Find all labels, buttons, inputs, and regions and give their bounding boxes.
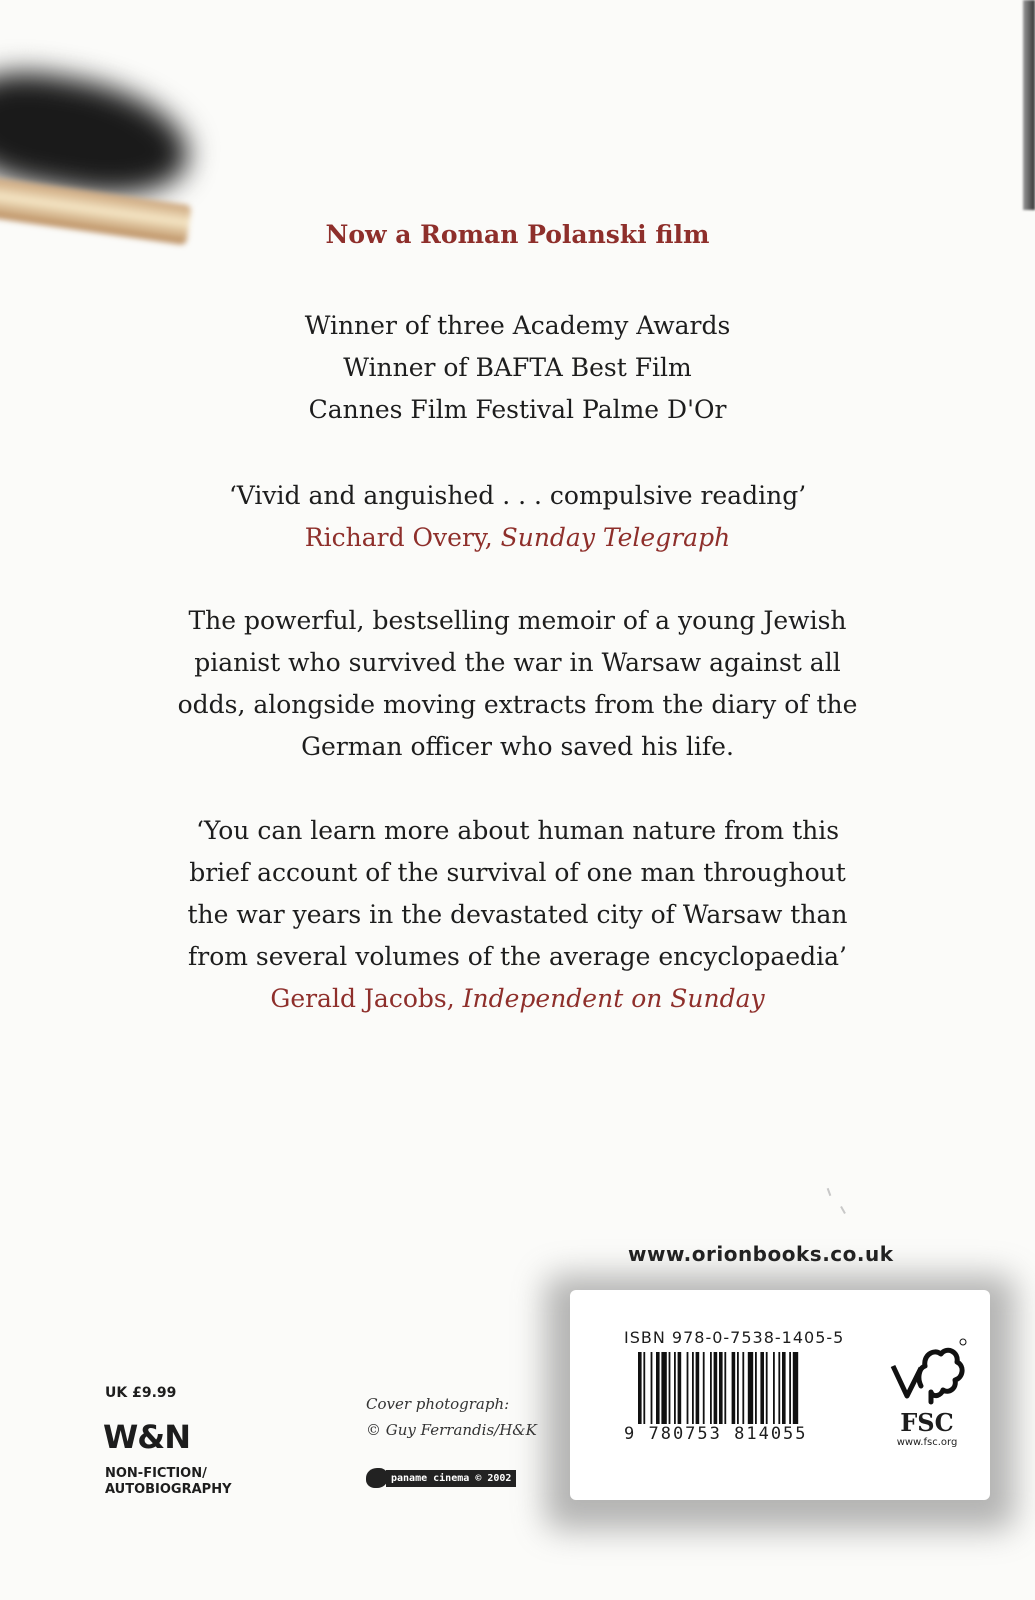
cover-edge: [1023, 0, 1035, 210]
film-company-year: © 2002: [475, 1472, 512, 1484]
quote-attribution: [0, 978, 1035, 1020]
fsc-logo: [882, 1338, 972, 1458]
category-line: NON-FICTION/: [105, 1466, 207, 1481]
film-company-logo: [366, 1468, 516, 1488]
book-blurb: [0, 600, 1035, 768]
headline: Now a Roman Polanski film: [325, 220, 710, 249]
cover-credit-name: © Guy Ferrandis/H&K: [366, 1421, 537, 1439]
film-company-name: paname cinema: [391, 1472, 470, 1484]
isbn-label: ISBN 978-0-7538-1405-5: [624, 1328, 845, 1347]
category-line: AUTOBIOGRAPHY: [105, 1482, 232, 1497]
quote-line: from several volumes of the average encyclopaedia’: [188, 942, 847, 971]
award-item: Winner of BAFTA Best Film: [343, 353, 692, 382]
awards-list: [0, 305, 1035, 431]
blurb-line: odds, alongside moving extracts from the diary of the: [177, 690, 858, 719]
quote-source: Sunday Telegraph: [500, 523, 731, 552]
cover-credit-label: Cover photograph:: [366, 1395, 510, 1413]
film-company-label: [386, 1470, 516, 1487]
blurred-photo-object: [0, 70, 250, 240]
quote-line: ‘You can learn more about human nature from this: [195, 816, 840, 845]
publisher-logo: W&N: [103, 1418, 190, 1456]
quote-line: the war years in the devastated city of Warsaw than: [187, 900, 848, 929]
quote-line: brief account of the survival of one man throughout: [189, 858, 846, 887]
cover-credit: [366, 1391, 537, 1443]
publisher-website: www.orionbooks.co.uk: [628, 1242, 894, 1266]
fsc-url: www.fsc.org: [896, 1437, 958, 1448]
quote-author: Gerald Jacobs,: [270, 984, 455, 1013]
review-quote-1: [0, 475, 1035, 559]
review-quote-2: [0, 810, 1035, 1020]
fsc-label: FSC: [900, 1408, 954, 1437]
book-category: [105, 1466, 285, 1498]
film-reel-icon: [366, 1468, 388, 1488]
blurb-line: German officer who saved his life.: [301, 732, 734, 761]
quote-source: Independent on Sunday: [462, 984, 765, 1013]
barcode-digits: 9 780753 814055: [624, 1424, 808, 1444]
blurb-line: pianist who survived the war in Warsaw against all: [194, 648, 841, 677]
award-item: Cannes Film Festival Palme D'Or: [308, 395, 727, 424]
price: UK £9.99: [105, 1385, 177, 1401]
dust-specks: [826, 1188, 856, 1228]
award-item: Winner of three Academy Awards: [304, 311, 731, 340]
quote-author: Richard Overy,: [304, 523, 493, 552]
fsc-tree-icon: [887, 1338, 967, 1410]
isbn-sticker: [570, 1290, 990, 1500]
blurb-line: The powerful, bestselling memoir of a young Jewish: [188, 606, 847, 635]
quote-attribution: [0, 517, 1035, 559]
quote-text: ‘Vivid and anguished . . . compulsive reading’: [228, 481, 807, 510]
